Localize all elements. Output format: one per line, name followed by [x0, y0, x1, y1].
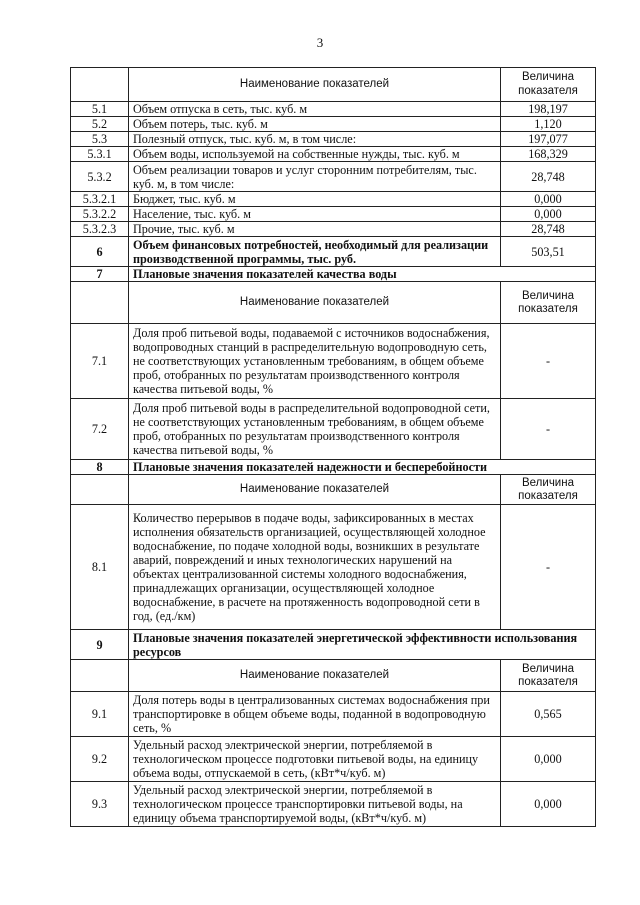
row-description: Объем воды, используемой на собственные нужды, тыс. куб. м	[129, 147, 501, 162]
section-row	[71, 460, 596, 475]
row-value: 198,197	[501, 102, 596, 117]
row-value: 168,329	[501, 147, 596, 162]
header-value-cell: Величина показателя	[501, 68, 596, 102]
row-number: 9.3	[71, 782, 129, 827]
row-number: 5.3.2	[71, 162, 129, 192]
row-number: 7.1	[71, 324, 129, 399]
table-header-row	[71, 282, 596, 324]
row-description: Объем реализации товаров и услуг сторонним потребителям, тыс. куб. м, в том числе:	[129, 162, 501, 192]
table-row	[71, 505, 596, 630]
row-value: 0,000	[501, 207, 596, 222]
row-number: 8.1	[71, 505, 129, 630]
row-description: Прочие, тыс. куб. м	[129, 222, 501, 237]
row-value: -	[501, 399, 596, 460]
row-description: Удельный расход электрической энергии, потребляемой в технологическом процессе транспортировки питьевой воды, на единицу объема транспортируемой воды, (кВт*ч/куб. м)	[129, 782, 501, 827]
table-row	[71, 192, 596, 207]
header-num-cell	[71, 475, 129, 505]
table-row	[71, 237, 596, 267]
table-row	[71, 102, 596, 117]
header-num-cell	[71, 282, 129, 324]
header-name-cell: Наименование показателей	[129, 68, 501, 102]
header-name-cell: Наименование показателей	[129, 282, 501, 324]
header-value-cell: Величина показателя	[501, 475, 596, 505]
header-num-cell	[71, 68, 129, 102]
row-number: 5.3.1	[71, 147, 129, 162]
row-value: 0,565	[501, 692, 596, 737]
row-description: Удельный расход электрической энергии, потребляемой в технологическом процессе подготовки питьевой воды, на единицу объема воды, отпускаемой в сеть, (кВт*ч/куб. м)	[129, 737, 501, 782]
section-number: 7	[71, 267, 129, 282]
row-description: Объем отпуска в сеть, тыс. куб. м	[129, 102, 501, 117]
section-number: 8	[71, 460, 129, 475]
row-value: 197,077	[501, 132, 596, 147]
table-row	[71, 132, 596, 147]
row-description: Объем потерь, тыс. куб. м	[129, 117, 501, 132]
row-number: 9.2	[71, 737, 129, 782]
header-value-cell: Величина показателя	[501, 660, 596, 692]
table-row	[71, 324, 596, 399]
table-row	[71, 399, 596, 460]
table-header-row	[71, 68, 596, 102]
row-description: Доля проб питьевой воды в распределительной водопроводной сети, не соответствующих установленным требованиям, в общем объеме проб, отобранных по результатам производственного контроля качества питьевой воды, %	[129, 399, 501, 460]
row-number: 5.3	[71, 132, 129, 147]
section-row	[71, 630, 596, 660]
table-row	[71, 222, 596, 237]
header-name-cell: Наименование показателей	[129, 660, 501, 692]
row-description: Население, тыс. куб. м	[129, 207, 501, 222]
header-value-cell: Величина показателя	[501, 282, 596, 324]
table-row	[71, 692, 596, 737]
table-row	[71, 162, 596, 192]
header-name-cell: Наименование показателей	[129, 475, 501, 505]
row-description: Доля проб питьевой воды, подаваемой с источников водоснабжения, водопроводных станций в распределительную водопроводную сеть, не соответствующих установленным требованиям, в общем объеме проб, отобранных по результатам производственного контроля качества питьевой воды, %	[129, 324, 501, 399]
section-title: Плановые значения показателей энергетической эффективности использования ресурсов	[129, 630, 596, 660]
row-number: 5.2	[71, 117, 129, 132]
table-row	[71, 207, 596, 222]
table-header-row	[71, 475, 596, 505]
row-value: 0,000	[501, 737, 596, 782]
section-title: Плановые значения показателей надежности и бесперебойности	[129, 460, 596, 475]
row-description: Объем финансовых потребностей, необходимый для реализации производственной программы, тыс. руб.	[129, 237, 501, 267]
row-number: 5.1	[71, 102, 129, 117]
section-number: 9	[71, 630, 129, 660]
row-number: 6	[71, 237, 129, 267]
indicators-table	[70, 67, 596, 827]
row-value: 28,748	[501, 222, 596, 237]
table-header-row	[71, 660, 596, 692]
row-number: 5.3.2.2	[71, 207, 129, 222]
row-value: 1,120	[501, 117, 596, 132]
row-value: -	[501, 324, 596, 399]
row-number: 9.1	[71, 692, 129, 737]
row-value: -	[501, 505, 596, 630]
row-value: 0,000	[501, 782, 596, 827]
table-row	[71, 737, 596, 782]
page-number: 3	[316, 35, 324, 50]
row-description: Бюджет, тыс. куб. м	[129, 192, 501, 207]
row-description: Доля потерь воды в централизованных системах водоснабжения при транспортировке в общем объеме воды, поданной в водопроводную сеть, %	[129, 692, 501, 737]
section-title: Плановые значения показателей качества воды	[129, 267, 596, 282]
row-value: 28,748	[501, 162, 596, 192]
table-row	[71, 147, 596, 162]
row-value: 503,51	[501, 237, 596, 267]
row-number: 5.3.2.3	[71, 222, 129, 237]
row-description: Количество перерывов в подаче воды, зафиксированных в местах исполнения обязательств организацией, осуществляющей холодное водоснабжение, по подаче холодной воды, возникших в результате аварий, повреждений и иных технологических нарушений на объектах централизованной системы холодного водоснабжения, принадлежащих организации, осуществляющей холодное водоснабжение, в расчете на протяженность водопроводной сети в год, (ед./км)	[129, 505, 501, 630]
row-description: Полезный отпуск, тыс. куб. м, в том числе:	[129, 132, 501, 147]
table-row	[71, 117, 596, 132]
header-num-cell	[71, 660, 129, 692]
table-row	[71, 782, 596, 827]
row-number: 5.3.2.1	[71, 192, 129, 207]
section-row	[71, 267, 596, 282]
row-number: 7.2	[71, 399, 129, 460]
row-value: 0,000	[501, 192, 596, 207]
